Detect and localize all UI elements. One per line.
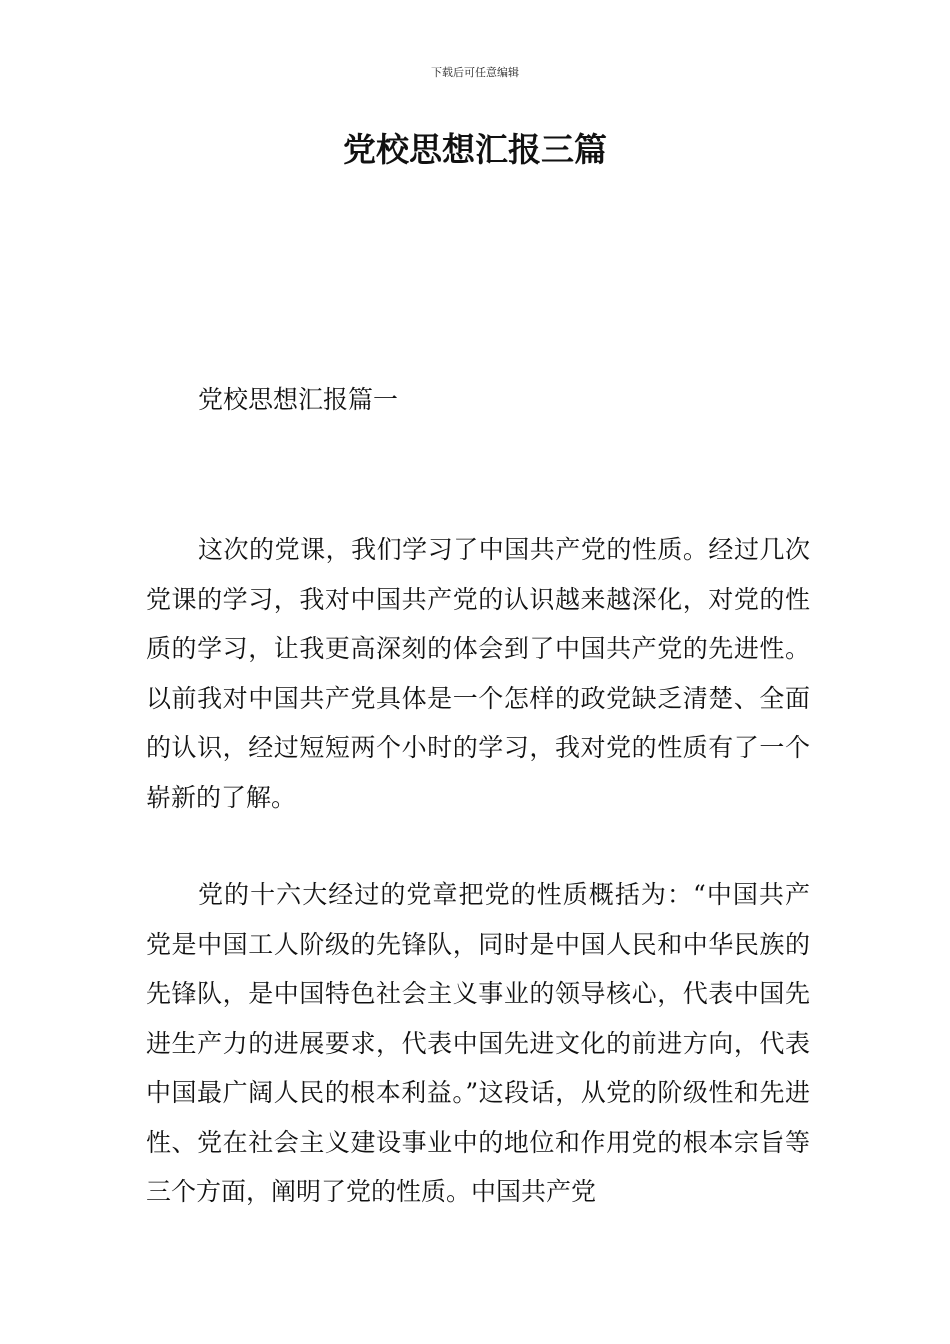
document-title: 党校思想汇报三篇 xyxy=(343,130,607,169)
body-paragraph: 党的十六大经过的党章把党的性质概括为：“中国共产党是中国工人阶级的先锋队，同时是中国人民和中华民族的先锋队，是中国特色社会主义事业的领导核心，代表中国先进生产力的进展要求，代表中国先进文化的前进方向，代表中国最广阔人民的根本利益。”这段话，从党的阶级性和先进性、党在社会主义建设事业中的地位和作用党的根本宗旨等三个方面，阐明了党的性质。中国共产党 xyxy=(146,880,810,1206)
body-paragraph: 这次的党课，我们学习了中国共产党的性质。经过几次党课的学习，我对中国共产党的认识越来越深化，对党的性质的学习，让我更高深刻的体会到了中国共产党的先进性。以前我对中国共产党具体是一个怎样的政党缺乏清楚、全面的认识，经过短短两个小时的学习，我对党的性质有了一个崭新的了解。 xyxy=(146,535,810,812)
body-paragraph-1-container xyxy=(146,525,810,822)
section-heading: 党校思想汇报篇一 xyxy=(198,385,399,414)
body-paragraph-2-container xyxy=(146,870,810,1217)
header-note: 下载后可任意编辑 xyxy=(431,66,519,79)
